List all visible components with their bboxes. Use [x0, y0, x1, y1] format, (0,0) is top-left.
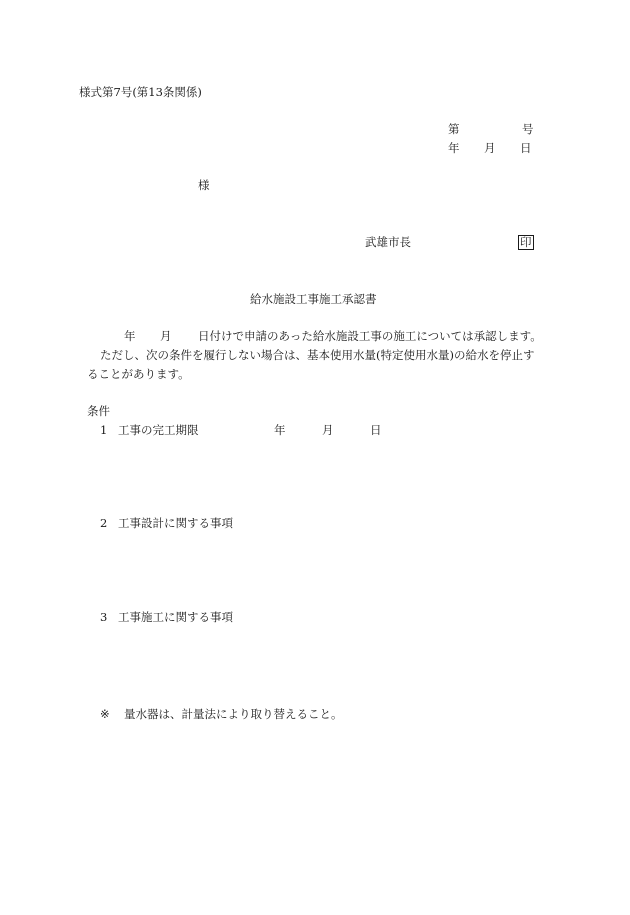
issue-date-day: 日: [520, 141, 532, 155]
issuer-seal: [518, 235, 534, 250]
form-number: 様式第7号(第13条関係): [79, 85, 202, 99]
document-number-prefix: 第: [448, 122, 460, 136]
body-line1-text: 日付けで申請のあった給水施設工事の施工については承認します。: [198, 329, 542, 343]
body-line1-year: 年: [124, 329, 136, 343]
body-line3: ることがあります。: [87, 367, 190, 381]
condition-1-number: 1: [100, 423, 108, 437]
condition-2-number: 2: [100, 516, 108, 530]
note-mark: ※: [100, 707, 110, 721]
conditions-heading: 条件: [87, 404, 110, 418]
condition-3-label: 工事施工に関する事項: [118, 610, 233, 624]
condition-1-day: 日: [370, 423, 382, 437]
issuer-title: 武雄市長: [365, 235, 411, 249]
document-title: 給水施設工事施工承認書: [250, 292, 377, 306]
condition-1-month: 月: [322, 423, 334, 437]
condition-1-year: 年: [274, 423, 286, 437]
body-line1-month: 月: [160, 329, 172, 343]
condition-1-label: 工事の完工期限: [118, 423, 199, 437]
body-line2: ただし、次の条件を履行しない場合は、基本使用水量(特定使用水量)の給水を停止す: [100, 348, 535, 362]
recipient-honorific: 様: [198, 178, 210, 192]
note-text: 量水器は、計量法により取り替えること。: [124, 707, 343, 721]
issue-date-month: 月: [484, 141, 496, 155]
condition-3-number: 3: [100, 610, 108, 624]
seal-mark: 印: [520, 235, 532, 249]
condition-2-label: 工事設計に関する事項: [118, 516, 233, 530]
issue-date-year: 年: [448, 141, 460, 155]
document-number-suffix: 号: [522, 122, 534, 136]
